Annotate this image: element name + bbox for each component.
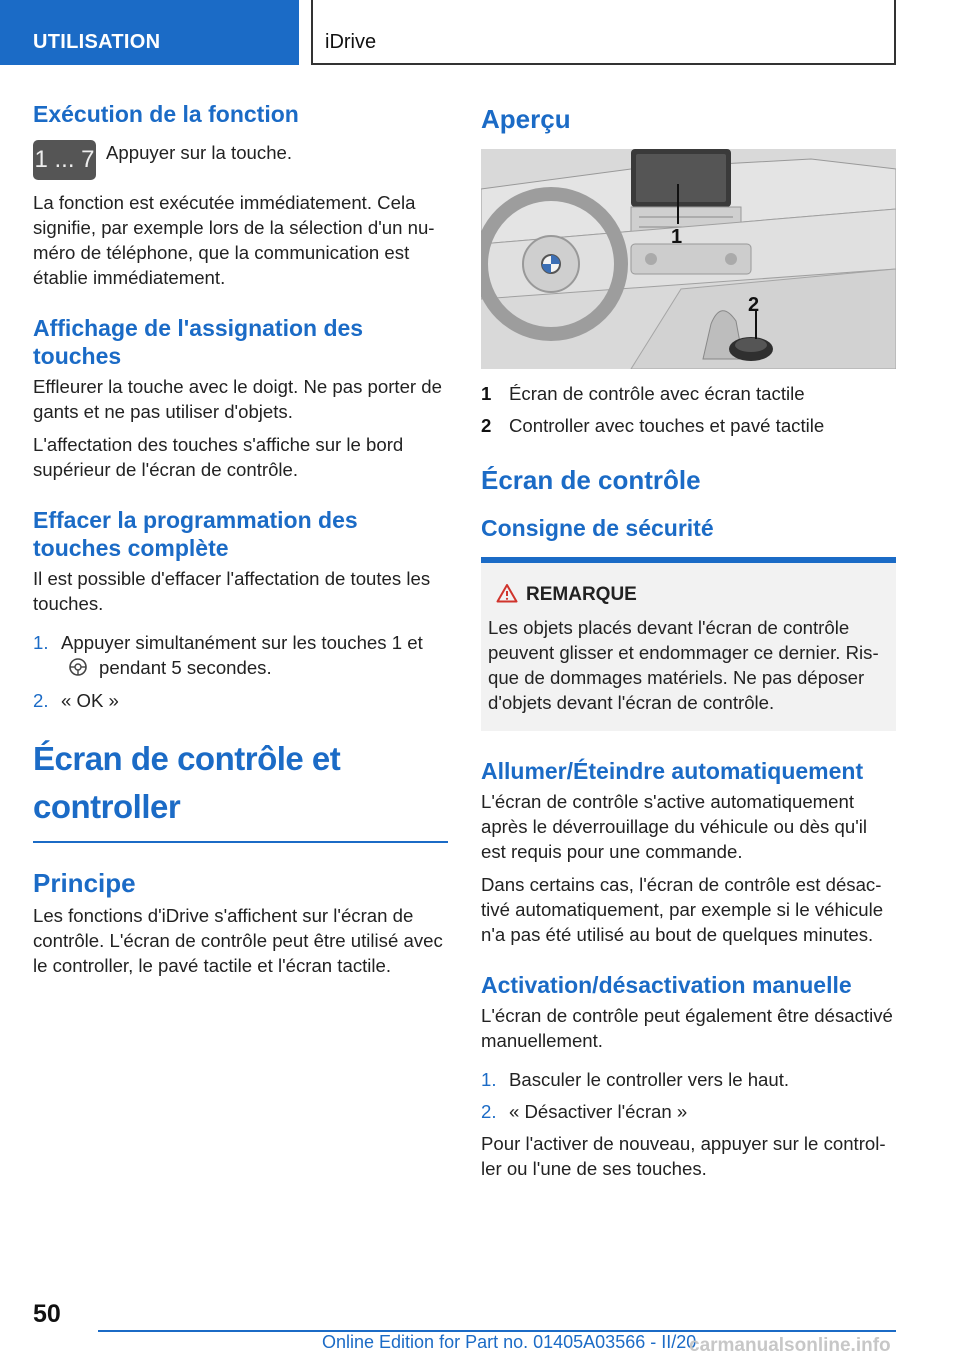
- list-text: Basculer le controller vers le haut.: [509, 1069, 790, 1090]
- dashboard-illustration: [481, 149, 896, 369]
- affichage-p1: Effleurer la touche avec le doigt. Ne pas porter de gants et ne pas utiliser d'objets.: [33, 376, 442, 422]
- list-text: « OK »: [61, 690, 119, 711]
- figure-legend-item: [481, 413, 896, 438]
- heading-principe: Principe: [33, 868, 136, 898]
- heading-consigne: Consigne de sécurité: [481, 515, 714, 541]
- warning-icon: [496, 583, 518, 603]
- heading-effacer: Effacer la programmation des touches complète: [33, 507, 358, 561]
- heading-execution: Exécution de la fonction: [33, 101, 299, 127]
- legend-number: 2: [481, 415, 492, 436]
- list-number: 2.: [33, 690, 49, 711]
- manuelle-p1: L'écran de contrôle peut également être désactivé manuellement.: [481, 1005, 893, 1051]
- list-text: « Désactiver l'écran »: [509, 1101, 688, 1122]
- heading-ecran: Écran de contrôle: [481, 465, 701, 495]
- note-title: [488, 583, 889, 607]
- list-item: [33, 688, 448, 713]
- list-item: [481, 1099, 896, 1124]
- list-item: [481, 1067, 896, 1092]
- legend-text: Controller avec touches et pavé tactile: [509, 415, 825, 436]
- heading-affichage: Affichage de l'assignation des touches: [33, 315, 364, 369]
- section-rule: [33, 841, 448, 843]
- chapter-tab: [311, 0, 896, 65]
- execution-body: La fonction est exécutée immédiatement. Cela signifie, par exemple lors de la sélection d'un numéro de téléphone, que la communication est établie immédiatement.: [33, 192, 435, 288]
- right-column: [481, 100, 896, 1181]
- callout-1: 1: [671, 226, 683, 248]
- note-title-text: REMARQUE: [526, 584, 637, 605]
- list-number: 2.: [481, 1101, 497, 1122]
- list-text: pendant 5 secondes.: [99, 657, 272, 678]
- chapter-title: iDrive: [325, 31, 377, 53]
- left-column: [33, 100, 448, 978]
- page-number: 50: [33, 1300, 61, 1328]
- edition-text: Online Edition for Part no. 01405A03566 - II/20: [322, 1332, 697, 1352]
- section-title: UTILISATION: [33, 31, 161, 53]
- figure-legend-item: [481, 381, 896, 406]
- watermark: carmanualsonline.info: [689, 1335, 891, 1356]
- list-text: Appuyer simultanément sur les touches 1 et: [61, 632, 423, 653]
- auto-p2: Dans certains cas, l'écran de contrôle est désactivé automatiquement, par exemple si le véhicule n'a pas été utilisé au bout de quelques minutes.: [481, 874, 884, 945]
- principe-text: Les fonctions d'iDrive s'affichent sur l'écran de contrôle. L'écran de contrôle peut être utilisé avec le controller, le pavé tactile et l'écran tactile.: [33, 905, 443, 976]
- effacer-p1: Il est possible d'effacer l'affectation de toutes les touches.: [33, 568, 431, 614]
- legend-text: Écran de contrôle avec écran tactile: [509, 383, 805, 404]
- heading-manuelle: Activation/désactivation manuelle: [481, 972, 852, 998]
- steering-wheel-icon: [67, 657, 91, 677]
- list-number: 1.: [481, 1069, 497, 1090]
- warning-note: [481, 557, 896, 731]
- heading-apercu: Aperçu: [481, 104, 571, 134]
- section-tab: [0, 0, 299, 65]
- execution-lead: Appuyer sur la touche.: [106, 142, 293, 163]
- heading-ecran-controller: Écran de contrôle et controller: [33, 740, 341, 825]
- dashboard-drawing: [481, 149, 896, 369]
- heading-auto: Allumer/Éteindre automatiquement: [481, 758, 864, 784]
- note-body: Les objets placés devant l'écran de contrôle peuvent glisser et endommager ce dernier. Risque de dommages matériels. Ne pas déposer d'objets devant l'écran de contrôle.: [488, 617, 879, 713]
- list-number: 1.: [33, 632, 49, 653]
- list-item: [33, 630, 448, 680]
- legend-number: 1: [481, 383, 492, 404]
- auto-p1: L'écran de contrôle s'active automatiquement après le déverrouillage du véhicule ou dès qu'il est requis pour une commande.: [481, 791, 868, 862]
- manuelle-p2: Pour l'activer de nouveau, appuyer sur le controller ou l'une de ses touches.: [481, 1133, 886, 1179]
- key-buttons-image: [33, 140, 96, 180]
- execution-block: [33, 136, 448, 186]
- affichage-p2: L'affectation des touches s'affiche sur le bord supérieur de l'écran de contrôle.: [33, 434, 404, 480]
- key-buttons-label: 1 ... 7: [34, 146, 95, 173]
- callout-2: 2: [748, 294, 760, 316]
